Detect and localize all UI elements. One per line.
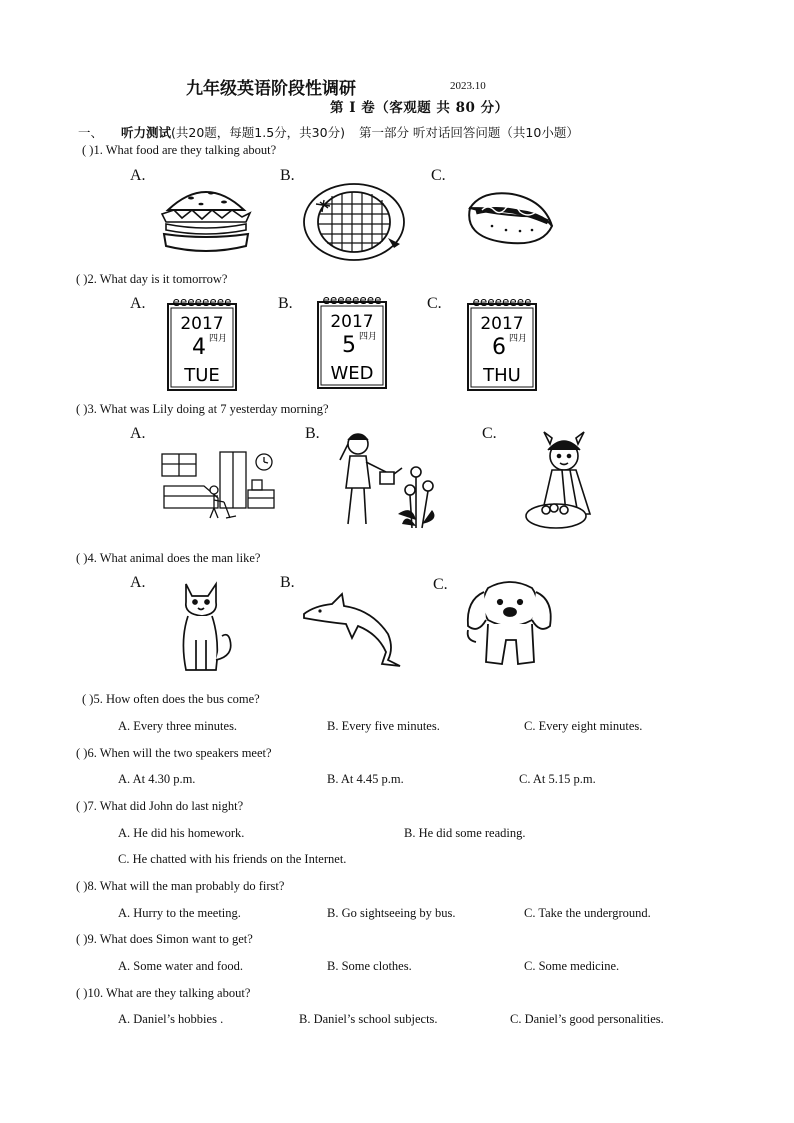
option-c[interactable]: C. Daniel’s good personalities. <box>510 1012 664 1026</box>
calendar-icon[interactable] <box>316 294 388 390</box>
hamburger-icon[interactable] <box>156 180 256 256</box>
option-a[interactable]: A. Hurry to the meeting. <box>118 906 241 920</box>
calendar-year: 2017 <box>330 312 374 332</box>
option-a[interactable]: A. Some water and food. <box>118 959 243 973</box>
calendar-year: 2017 <box>180 314 224 334</box>
option-c[interactable]: C. At 5.15 p.m. <box>519 772 596 786</box>
answer-bracket[interactable]: ( ) <box>76 402 88 416</box>
question-3: ( )3. What was Lily doing at 7 yesterday morning? <box>76 402 329 416</box>
calendar-coils: eeeeeeee <box>172 296 232 309</box>
option-a[interactable]: A. Every three minutes. <box>118 719 238 733</box>
calendar-day: 5 <box>342 333 356 358</box>
section-info: (共20题，每题1.5分，共30分) <box>171 125 345 140</box>
question-9: ( )9. What does Simon want to get? <box>76 932 253 946</box>
option-letter: A. <box>130 295 146 312</box>
question-text: When will the two speakers meet? <box>99 746 272 760</box>
dolphin-icon[interactable] <box>302 592 404 668</box>
waffle-icon[interactable] <box>302 182 406 262</box>
answer-bracket[interactable]: ( ) <box>76 879 88 893</box>
calendar-icon[interactable] <box>166 296 238 392</box>
question-text: What day is it tomorrow? <box>99 272 228 286</box>
option-letter: C. <box>427 295 442 312</box>
question-4: ( )4. What animal does the man like? <box>76 551 261 565</box>
answer-bracket[interactable]: ( ) <box>82 143 94 157</box>
option-letter: A. <box>130 425 146 442</box>
question-5: ( )5. How often does the bus come? <box>82 692 260 706</box>
calendar-day: 4 <box>192 335 206 360</box>
option-a[interactable]: A. At 4.30 p.m. <box>118 772 196 786</box>
question-text: What animal does the man like? <box>99 551 261 565</box>
washing-clothes-icon[interactable] <box>522 430 608 534</box>
option-letter: C. <box>433 576 448 593</box>
question-7: ( )7. What did John do last night? <box>76 799 244 813</box>
option-b[interactable]: B. Some clothes. <box>327 959 412 973</box>
section-header <box>78 123 579 141</box>
calendar-month: 四月 <box>358 332 378 342</box>
calendar-weekday: THU <box>483 365 521 386</box>
question-text: What does Simon want to get? <box>99 932 253 946</box>
exam-date: 2023.10 <box>450 80 486 92</box>
option-c[interactable]: C. He chatted with his friends on the Internet. <box>118 852 347 866</box>
option-letter: A. <box>130 167 146 184</box>
option-b[interactable]: B. At 4.45 p.m. <box>327 772 404 786</box>
option-letter: C. <box>431 167 446 184</box>
calendar-icon[interactable] <box>466 296 538 392</box>
option-b[interactable]: B. Daniel’s school subjects. <box>299 1012 438 1026</box>
calendar-day: 6 <box>492 335 506 360</box>
calendar-weekday: TUE <box>184 365 220 386</box>
answer-bracket[interactable]: ( ) <box>76 986 88 1000</box>
calendar-year: 2017 <box>480 314 524 334</box>
calendar-month: 四月 <box>208 334 228 344</box>
section-heading: 听力测试 <box>121 125 172 140</box>
option-letter: B. <box>280 574 295 591</box>
option-letter: B. <box>280 167 295 184</box>
answer-bracket[interactable]: ( ) <box>76 746 88 760</box>
watering-flowers-icon[interactable] <box>336 428 444 532</box>
answer-bracket[interactable]: ( ) <box>76 932 88 946</box>
answer-bracket[interactable]: ( ) <box>76 799 88 813</box>
question-text: What did John do last night? <box>99 799 244 813</box>
option-letter: A. <box>130 574 146 591</box>
option-c[interactable]: C. Every eight minutes. <box>524 719 643 733</box>
cat-icon[interactable] <box>172 580 234 674</box>
option-c[interactable]: C. Take the underground. <box>524 906 651 920</box>
paper-subtitle: 第 I 卷（客观题 共 80 分） <box>330 100 509 116</box>
question-text: What food are they talking about? <box>105 143 277 157</box>
section-part: 第一部分 听对话回答问题（共10小题） <box>358 125 579 140</box>
hotdog-icon[interactable] <box>462 186 556 248</box>
option-b[interactable]: B. Go sightseeing by bus. <box>327 906 456 920</box>
calendar-coils: eeeeeeee <box>472 296 532 309</box>
option-b[interactable]: B. Every five minutes. <box>327 719 440 733</box>
question-text: How often does the bus come? <box>105 692 260 706</box>
option-a[interactable]: A. He did his homework. <box>118 826 245 840</box>
calendar-month: 四月 <box>508 334 528 344</box>
answer-bracket[interactable]: ( ) <box>76 551 88 565</box>
option-a[interactable]: A. Daniel’s hobbies . <box>118 1012 224 1026</box>
section-number: 一、 <box>78 125 104 140</box>
option-letter: C. <box>482 425 497 442</box>
question-text: What will the man probably do first? <box>99 879 285 893</box>
page-title: 九年级英语阶段性调研 <box>186 79 356 99</box>
dog-icon[interactable] <box>462 580 556 668</box>
question-2: ( )2. What day is it tomorrow? <box>76 272 228 286</box>
calendar-coils: eeeeeeee <box>322 294 382 307</box>
question-6: ( )6. When will the two speakers meet? <box>76 746 272 760</box>
question-8: ( )8. What will the man probably do first? <box>76 879 285 893</box>
question-text: What are they talking about? <box>105 986 251 1000</box>
option-c[interactable]: C. Some medicine. <box>524 959 620 973</box>
option-b[interactable]: B. He did some reading. <box>404 826 526 840</box>
question-10: ( )10. What are they talking about? <box>76 986 251 1000</box>
option-letter: B. <box>278 295 293 312</box>
calendar-weekday: WED <box>330 363 374 384</box>
cleaning-bedroom-icon[interactable] <box>160 450 278 522</box>
option-letter: B. <box>305 425 320 442</box>
answer-bracket[interactable]: ( ) <box>76 272 88 286</box>
question-text: What was Lily doing at 7 yesterday morning? <box>99 402 329 416</box>
question-1: ( )1. What food are they talking about? <box>82 143 277 157</box>
answer-bracket[interactable]: ( ) <box>82 692 94 706</box>
